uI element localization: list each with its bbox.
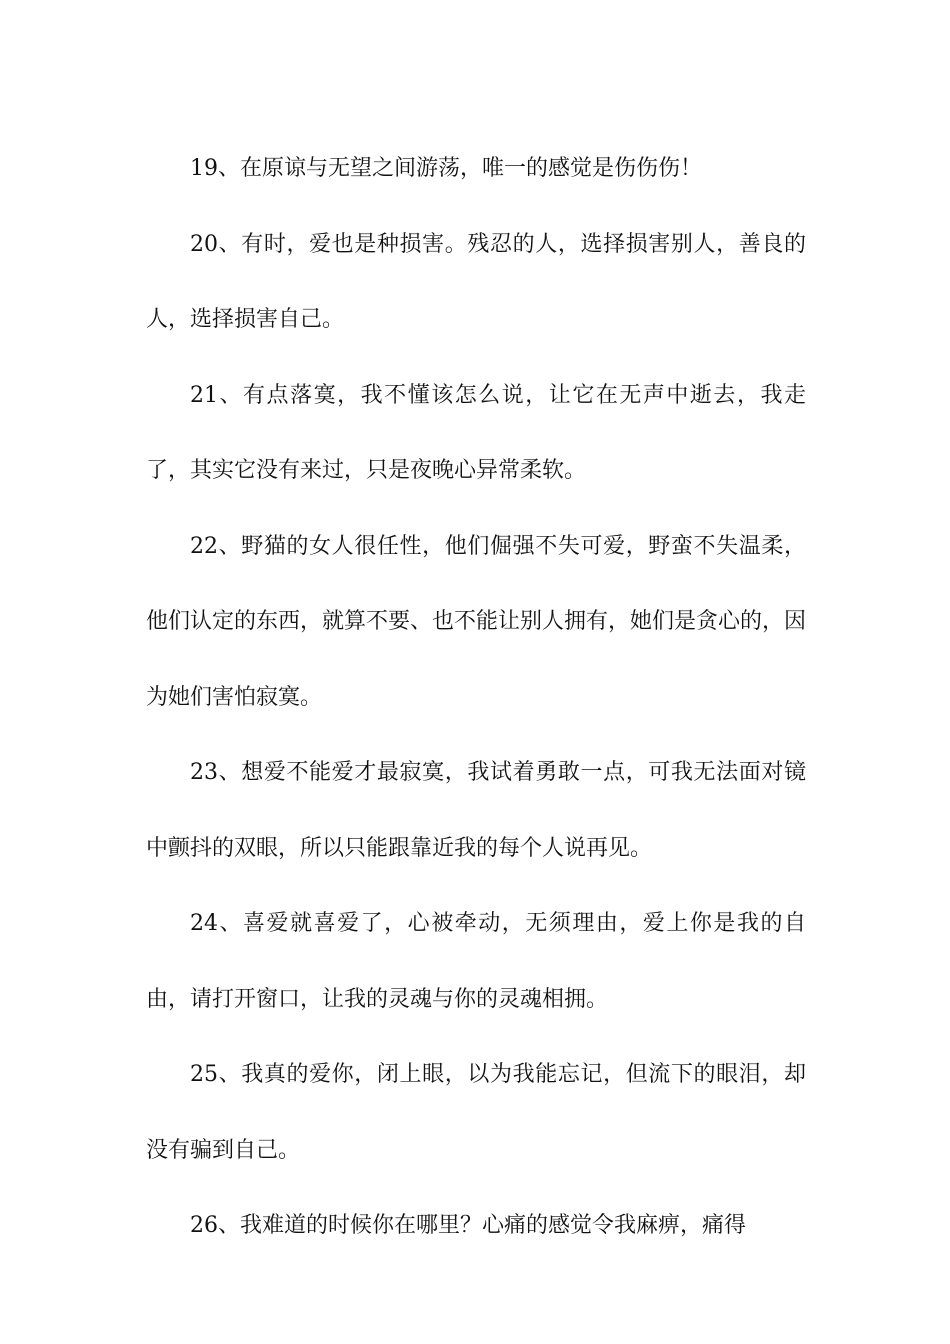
document-body xyxy=(146,131,806,1264)
paragraph-26: 26、我难道的时候你在哪里？心痛的感觉令我麻痹，痛得 xyxy=(190,1213,746,1238)
paragraph-23: 23、想爱不能爱才最寂寞，我试着勇敢一点，可我无法面对镜中颤抖的双眼，所以只能跟靠近我的每个人说再见。 xyxy=(146,760,806,861)
paragraph-19: 19、在原谅与无望之间游荡，唯一的感觉是伤伤伤！ xyxy=(190,156,702,181)
paragraph-24: 24、喜爱就喜爱了，心被牵动，无须理由，爱上你是我的自由，请打开窗口，让我的灵魂与你的灵魂相拥。 xyxy=(146,911,806,1012)
paragraph-25: 25、我真的爱你，闭上眼，以为我能忘记，但流下的眼泪，却没有骗到自己。 xyxy=(146,1062,806,1163)
paragraph-22: 22、野猫的女人很任性，他们倔强不失可爱，野蛮不失温柔，他们认定的东西，就算不要、也不能让别人拥有，她们是贪心的，因为她们害怕寂寞。 xyxy=(146,533,807,710)
paragraph-20: 20、有时，爱也是种损害。残忍的人，选择损害别人，善良的人，选择损害自己。 xyxy=(146,231,806,332)
paragraph-21: 21、有点落寞，我不懂该怎么说，让它在无声中逝去，我走了，其实它没有来过，只是夜晚心异常柔软。 xyxy=(146,382,806,483)
